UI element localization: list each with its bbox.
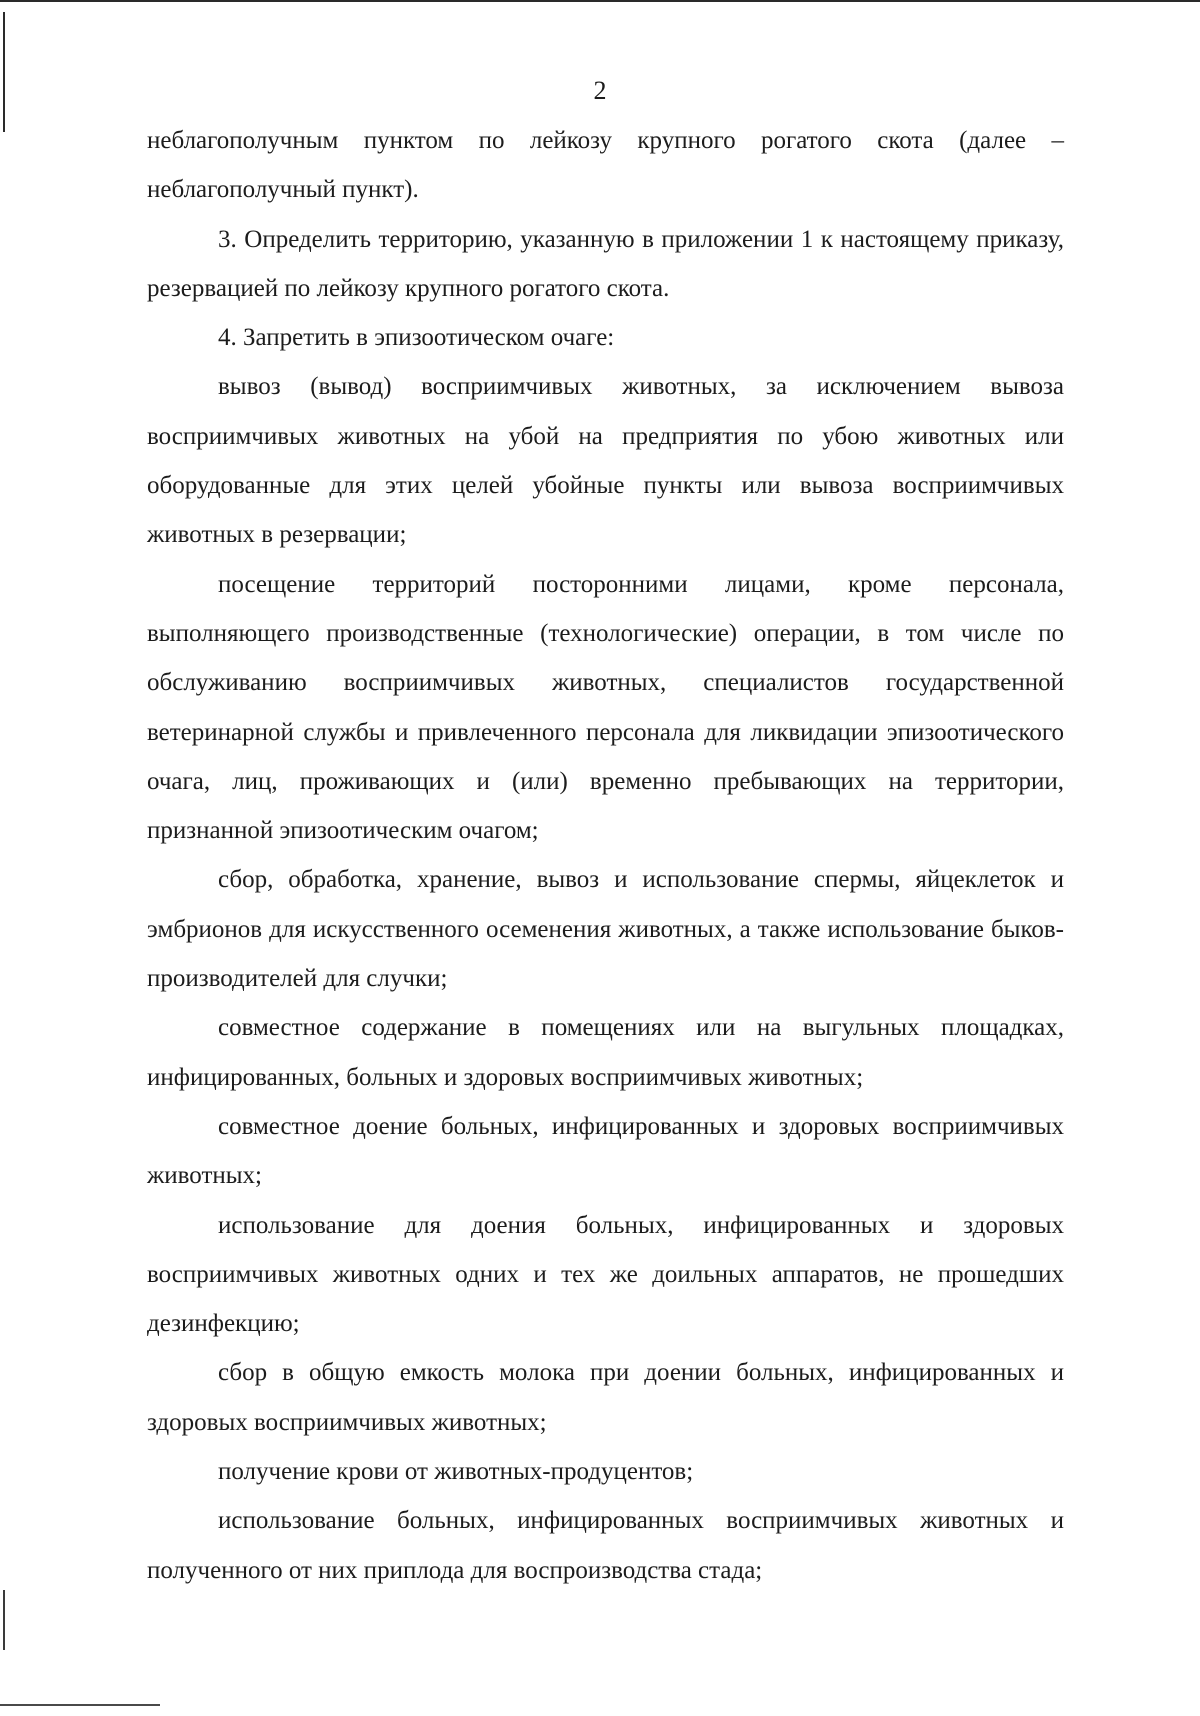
prohibition-joint-milking: совместное доение больных, инфицированных и здоровых восприимчивых животных;: [147, 1112, 1064, 1190]
prohibition-blood-collection: получение крови от животных-продуцентов;: [218, 1458, 694, 1486]
scan-edge-left: [3, 12, 5, 132]
scan-edge-left-bottom: [3, 1590, 5, 1650]
scan-edge-bottom: [0, 1704, 160, 1706]
paragraph-item-4: 4. Запретить в эпизоотическом очаге:: [218, 324, 615, 352]
page-number: 2: [593, 76, 607, 105]
prohibition-sperm-collection: сбор, обработка, хранение, вывоз и использование спермы, яйцеклеток и эмбрионов для искусственного осеменения животных, а также использование быков-производителей для случки;: [147, 866, 1064, 993]
paragraph-item-3: 3. Определить территорию, указанную в приложении 1 к настоящему приказу, резервацией по лейкозу крупного рогатого скота.: [147, 225, 1064, 302]
prohibition-joint-housing: совместное содержание в помещениях или на выгульных площадках, инфицированных, больных и здоровых восприимчивых животных;: [147, 1014, 1064, 1091]
paragraph-continuation: неблагополучным пунктом по лейкозу крупного рогатого скота (далее – неблагополучный пункт).: [147, 127, 1064, 204]
prohibition-shared-milking-machines: использование для доения больных, инфицированных и здоровых восприимчивых животных одних и тех же доильных аппаратов, не прошедших дезинфекцию;: [147, 1211, 1064, 1338]
scan-edge-top: [0, 0, 1200, 2]
document-body: [147, 116, 1064, 1595]
prohibition-breeding-use: использование больных, инфицированных восприимчивых животных и полученного от них приплода для воспроизводства стада;: [147, 1507, 1064, 1584]
prohibition-visits: посещение территорий посторонними лицами, кроме персонала, выполняющего производственные (технологические) операции, в том числе по обслуживанию восприимчивых животных, специалистов государственной ветеринарной службы и привлеченного персонала для ликвидации эпизоотического очага, лиц, проживающих и (или) временно пребывающих на территории, признанной эпизоотическим очагом;: [147, 570, 1064, 845]
prohibition-removal: вывоз (вывод) восприимчивых животных, за исключением вывоза восприимчивых животных на убой на предприятия по убою животных или оборудованные для этих целей убойные пункты или вывоза восприимчивых животных в резервации;: [147, 373, 1064, 549]
prohibition-common-milk-container: сбор в общую емкость молока при доении больных, инфицированных и здоровых восприимчивых животных;: [147, 1359, 1064, 1436]
